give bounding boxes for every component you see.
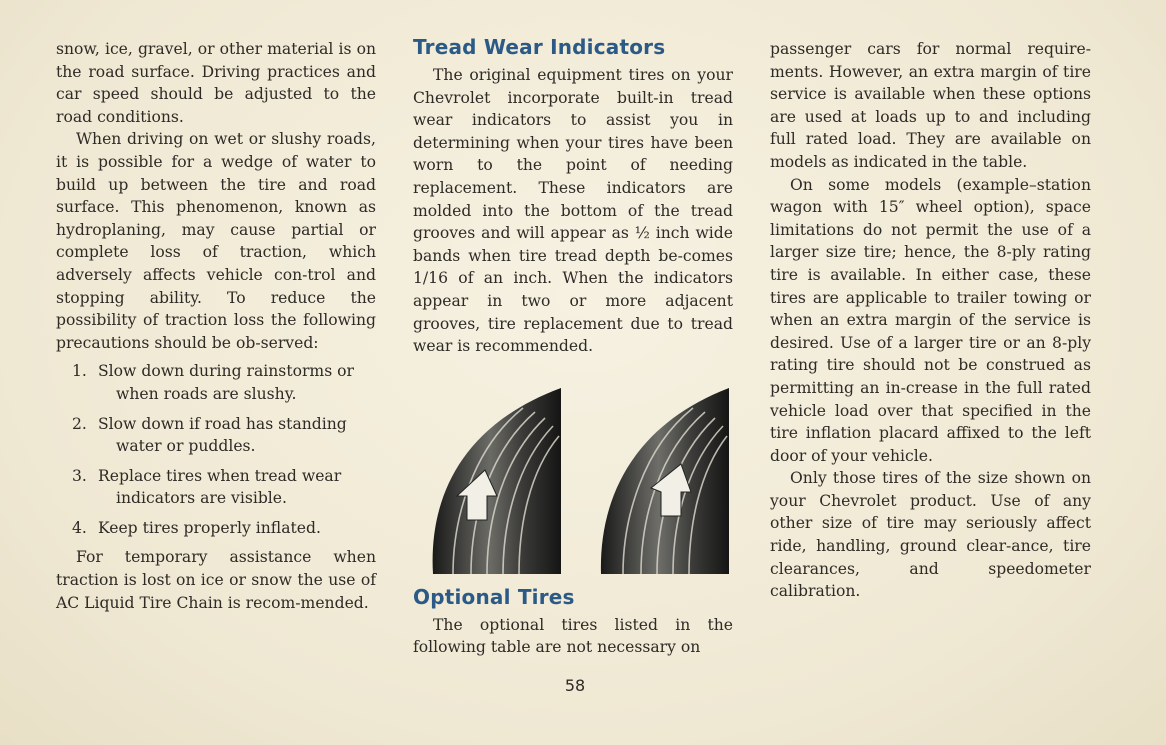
middle-column xyxy=(413,34,733,659)
list-item-number: 4. xyxy=(72,518,87,537)
heading-optional-tires: Optional Tires xyxy=(413,584,575,609)
list-item-text: Slow down during rainstorms or when roads are slushy. xyxy=(98,362,355,403)
list-item-number: 3. xyxy=(72,466,87,485)
list-item-number: 1. xyxy=(72,362,87,381)
list-item-number: 2. xyxy=(72,414,87,433)
tire-tread-photo-left xyxy=(423,388,563,574)
right-column xyxy=(770,38,1091,603)
tire-tread-photo-right xyxy=(595,388,735,574)
optional-tires-paragraph: The optional tires listed in the following table are not necessary on xyxy=(413,615,733,657)
right-paragraph-1: passenger cars for normal require-ments. However, an extra margin of tire service is available when these options are used at loads up to and including full rated load. They are available on models as indicated in the table. xyxy=(770,40,1091,171)
left-paragraph-tire-chain: For temporary assistance when traction is lost on ice or snow the use of AC Liquid Tire Chain is recom-mended. xyxy=(56,548,376,612)
right-paragraph-tire-size: Only those tires of the size shown on your Chevrolet product. Use of any other size of tire may seriously affect ride, handling, ground clear-ance, tire clearances, and speedometer calibration. xyxy=(770,469,1091,601)
list-item xyxy=(56,517,376,540)
heading-tread-wear-indicators: Tread Wear Indicators xyxy=(413,35,666,59)
left-paragraph-1: snow, ice, gravel, or other material is on the road surface. Driving practices and car speed should be adjusted to the road conditions. xyxy=(56,40,376,126)
right-paragraph-station-wagon: On some models (example–station wagon with 15″ wheel option), space limitations do not permit the use of a larger size tire; hence, the 8-ply rating tire is available. In either case, these tires are applicable to trailer towing or when an extra margin of the service is desired. Use of a larger tire or an 8-ply rating tire should not be construed as permitting an in-crease in the full rated vehicle load over that specified in the tire inflation placard affixed to the left door of your vehicle. xyxy=(770,175,1091,465)
list-item-text: Keep tires properly inflated. xyxy=(98,518,321,537)
page-number: 58 xyxy=(564,676,586,695)
tread-wear-paragraph: The original equipment tires on your Chevrolet incorporate built-in tread wear indicators to assist you in determining when your tires have been worn to the point of needing replacement. These indicators are molded into the bottom of the tread grooves and will appear as ½ inch wide bands when tire tread depth be-comes 1/16 of an inch. When the indicators appear in two or more adjacent grooves, tire replacement due to tread wear is recommended. xyxy=(413,66,733,356)
list-item xyxy=(56,465,376,510)
list-item-text: Slow down if road has standing water or puddles. xyxy=(98,414,347,456)
left-column xyxy=(56,38,376,614)
precautions-list xyxy=(56,360,376,539)
tire-photos xyxy=(413,388,733,574)
list-item xyxy=(56,360,376,405)
left-paragraph-hydroplaning: When driving on wet or slushy roads, it is possible for a wedge of water to build up between the tire and road surface. This phenomenon, known as hydroplaning, may cause partial or complete loss of traction, which adversely affects vehicle con-trol and stopping ability. To reduce the possibility of traction loss the following precautions should be ob-served: xyxy=(56,130,376,352)
list-item-text: Replace tires when tread wear indicators are visible. xyxy=(98,466,342,508)
list-item xyxy=(56,413,376,458)
